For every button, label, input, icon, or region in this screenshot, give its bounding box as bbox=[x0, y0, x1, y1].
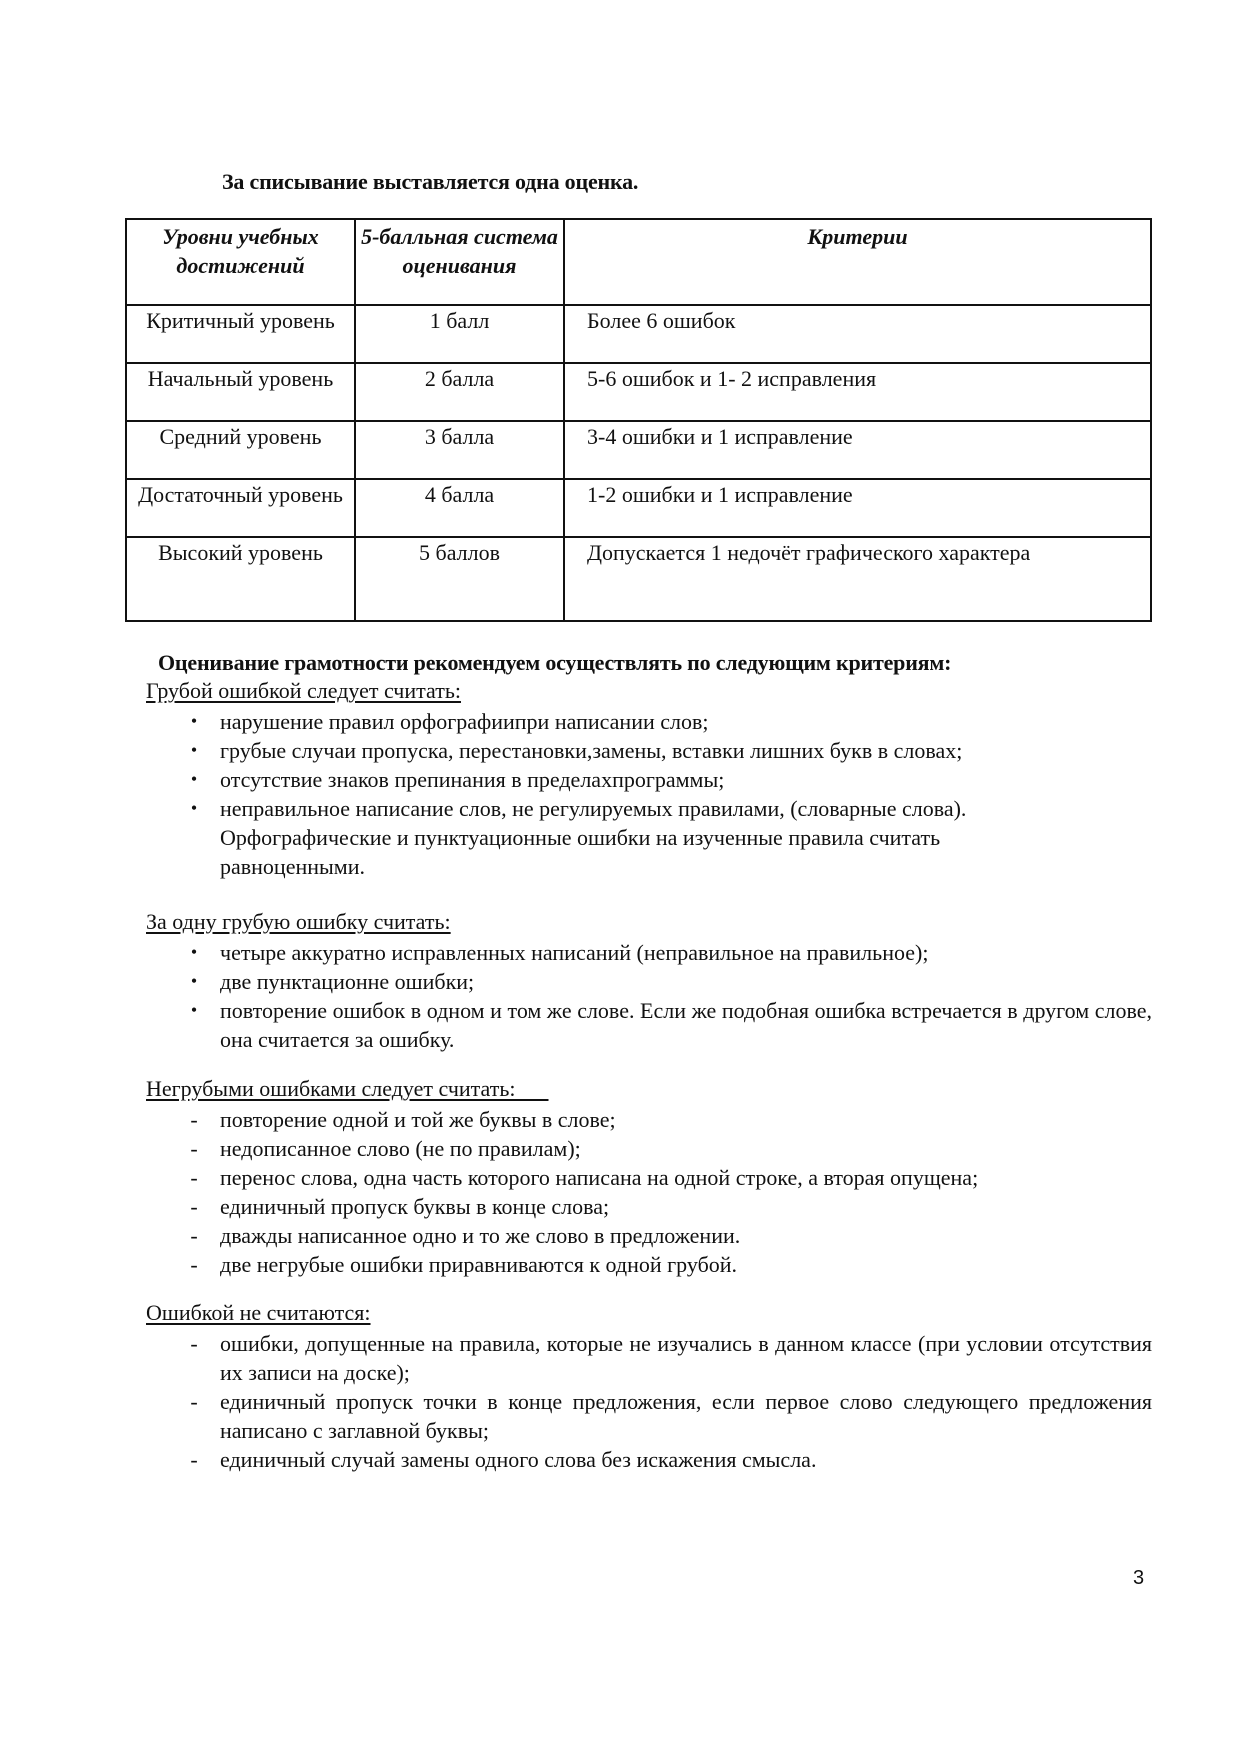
gross-errors-heading: Грубой ошибкой следует считать: bbox=[146, 678, 461, 703]
score-cell: 3 балла bbox=[355, 421, 564, 479]
list-item: - недописанное слово (не по правилам); bbox=[146, 1134, 1152, 1163]
list-item: • нарушение правил орфографиипри написании слов; bbox=[146, 707, 1152, 736]
dash-icon: - bbox=[190, 1107, 198, 1132]
score-cell: 2 балла bbox=[355, 363, 564, 421]
bullet-icon: • bbox=[190, 711, 198, 731]
level-cell: Критичный уровень bbox=[126, 305, 355, 363]
page-number: 3 bbox=[1133, 1567, 1145, 1589]
table-row bbox=[126, 479, 1151, 537]
bullet-icon: • bbox=[190, 769, 198, 789]
dash-icon: - bbox=[190, 1165, 198, 1190]
level-cell: Начальный уровень bbox=[126, 363, 355, 421]
page-title: За списывание выставляется одна оценка. bbox=[222, 169, 639, 194]
list-item: - единичный пропуск буквы в конце слова; bbox=[146, 1192, 1152, 1221]
bullet-icon: • bbox=[190, 942, 198, 962]
header-score: 5-балльная система оценивания bbox=[355, 219, 564, 305]
one-gross-error-list bbox=[146, 938, 1152, 1054]
criteria-cell: Допускается 1 недочёт графического характера bbox=[564, 537, 1151, 621]
list-item: - перенос слова, одна часть которого написана на одной строке, а вторая опущена; bbox=[146, 1163, 1152, 1192]
list-item: - две негрубые ошибки приравниваются к одной грубой. bbox=[146, 1250, 1152, 1279]
list-item: • неправильное написание слов, не регулируемых правилами, (словарные слова). Орфографические и пунктуационные ошибки на изученные правила считать равноценными. bbox=[146, 794, 1152, 881]
bullet-icon: • bbox=[190, 740, 198, 760]
dash-icon: - bbox=[190, 1389, 198, 1414]
list-item: • отсутствие знаков препинания в пределахпрограммы; bbox=[146, 765, 1152, 794]
level-cell: Средний уровень bbox=[126, 421, 355, 479]
bullet-icon: • bbox=[190, 971, 198, 991]
table-row bbox=[126, 421, 1151, 479]
list-item: - единичный случай замены одного слова без искажения смысла. bbox=[146, 1445, 1152, 1474]
gross-errors-list bbox=[146, 707, 1152, 881]
level-cell: Высокий уровень bbox=[126, 537, 355, 621]
dash-icon: - bbox=[190, 1447, 198, 1472]
criteria-cell: 1-2 ошибки и 1 исправление bbox=[564, 479, 1151, 537]
criteria-cell: 3-4 ошибки и 1 исправление bbox=[564, 421, 1151, 479]
list-item: - повторение одной и той же буквы в слове; bbox=[146, 1105, 1152, 1134]
list-item: • четыре аккуратно исправленных написаний (неправильное на правильное); bbox=[146, 938, 1152, 967]
one-gross-error-heading: За одну грубую ошибку считать: bbox=[146, 909, 451, 934]
list-item: - единичный пропуск точки в конце предложения, если первое слово следующего предложения написано с заглавной буквы; bbox=[146, 1387, 1152, 1445]
bullet-icon: • bbox=[190, 798, 198, 818]
criteria-cell: Более 6 ошибок bbox=[564, 305, 1151, 363]
list-item: - дважды написанное одно и то же слово в предложении. bbox=[146, 1221, 1152, 1250]
minor-errors-list bbox=[146, 1105, 1152, 1279]
score-cell: 4 балла bbox=[355, 479, 564, 537]
dash-icon: - bbox=[190, 1252, 198, 1277]
header-levels: Уровни учебных достижений bbox=[126, 219, 355, 305]
list-item: • грубые случаи пропуска, перестановки,замены, вставки лишних букв в словах; bbox=[146, 736, 1152, 765]
bullet-icon: • bbox=[190, 1000, 198, 1020]
minor-errors-heading: Негрубыми ошибками следует считать: bbox=[146, 1076, 549, 1101]
dash-icon: - bbox=[190, 1136, 198, 1161]
table-header-row bbox=[126, 219, 1151, 305]
table-row bbox=[126, 305, 1151, 363]
list-item: - ошибки, допущенные на правила, которые не изучались в данном классе (при условии отсутствия их записи на доске); bbox=[146, 1329, 1152, 1387]
score-cell: 5 баллов bbox=[355, 537, 564, 621]
not-errors-heading: Ошибкой не считаются: bbox=[146, 1300, 371, 1325]
list-item: • две пунктационне ошибки; bbox=[146, 967, 1152, 996]
criteria-cell: 5-6 ошибок и 1- 2 исправления bbox=[564, 363, 1151, 421]
header-criteria: Критерии bbox=[564, 219, 1151, 305]
score-cell: 1 балл bbox=[355, 305, 564, 363]
section-heading: Оценивание грамотности рекомендуем осуществлять по следующим критериям: bbox=[158, 650, 952, 675]
list-item: • повторение ошибок в одном и том же слове. Если же подобная ошибка встречается в другом слове, она считается за ошибку. bbox=[146, 996, 1152, 1054]
table-row bbox=[126, 363, 1151, 421]
table-row bbox=[126, 537, 1151, 621]
dash-icon: - bbox=[190, 1331, 198, 1356]
not-errors-list bbox=[146, 1329, 1152, 1474]
level-cell: Достаточный уровень bbox=[126, 479, 355, 537]
dash-icon: - bbox=[190, 1223, 198, 1248]
dash-icon: - bbox=[190, 1194, 198, 1219]
grading-table bbox=[125, 218, 1152, 622]
